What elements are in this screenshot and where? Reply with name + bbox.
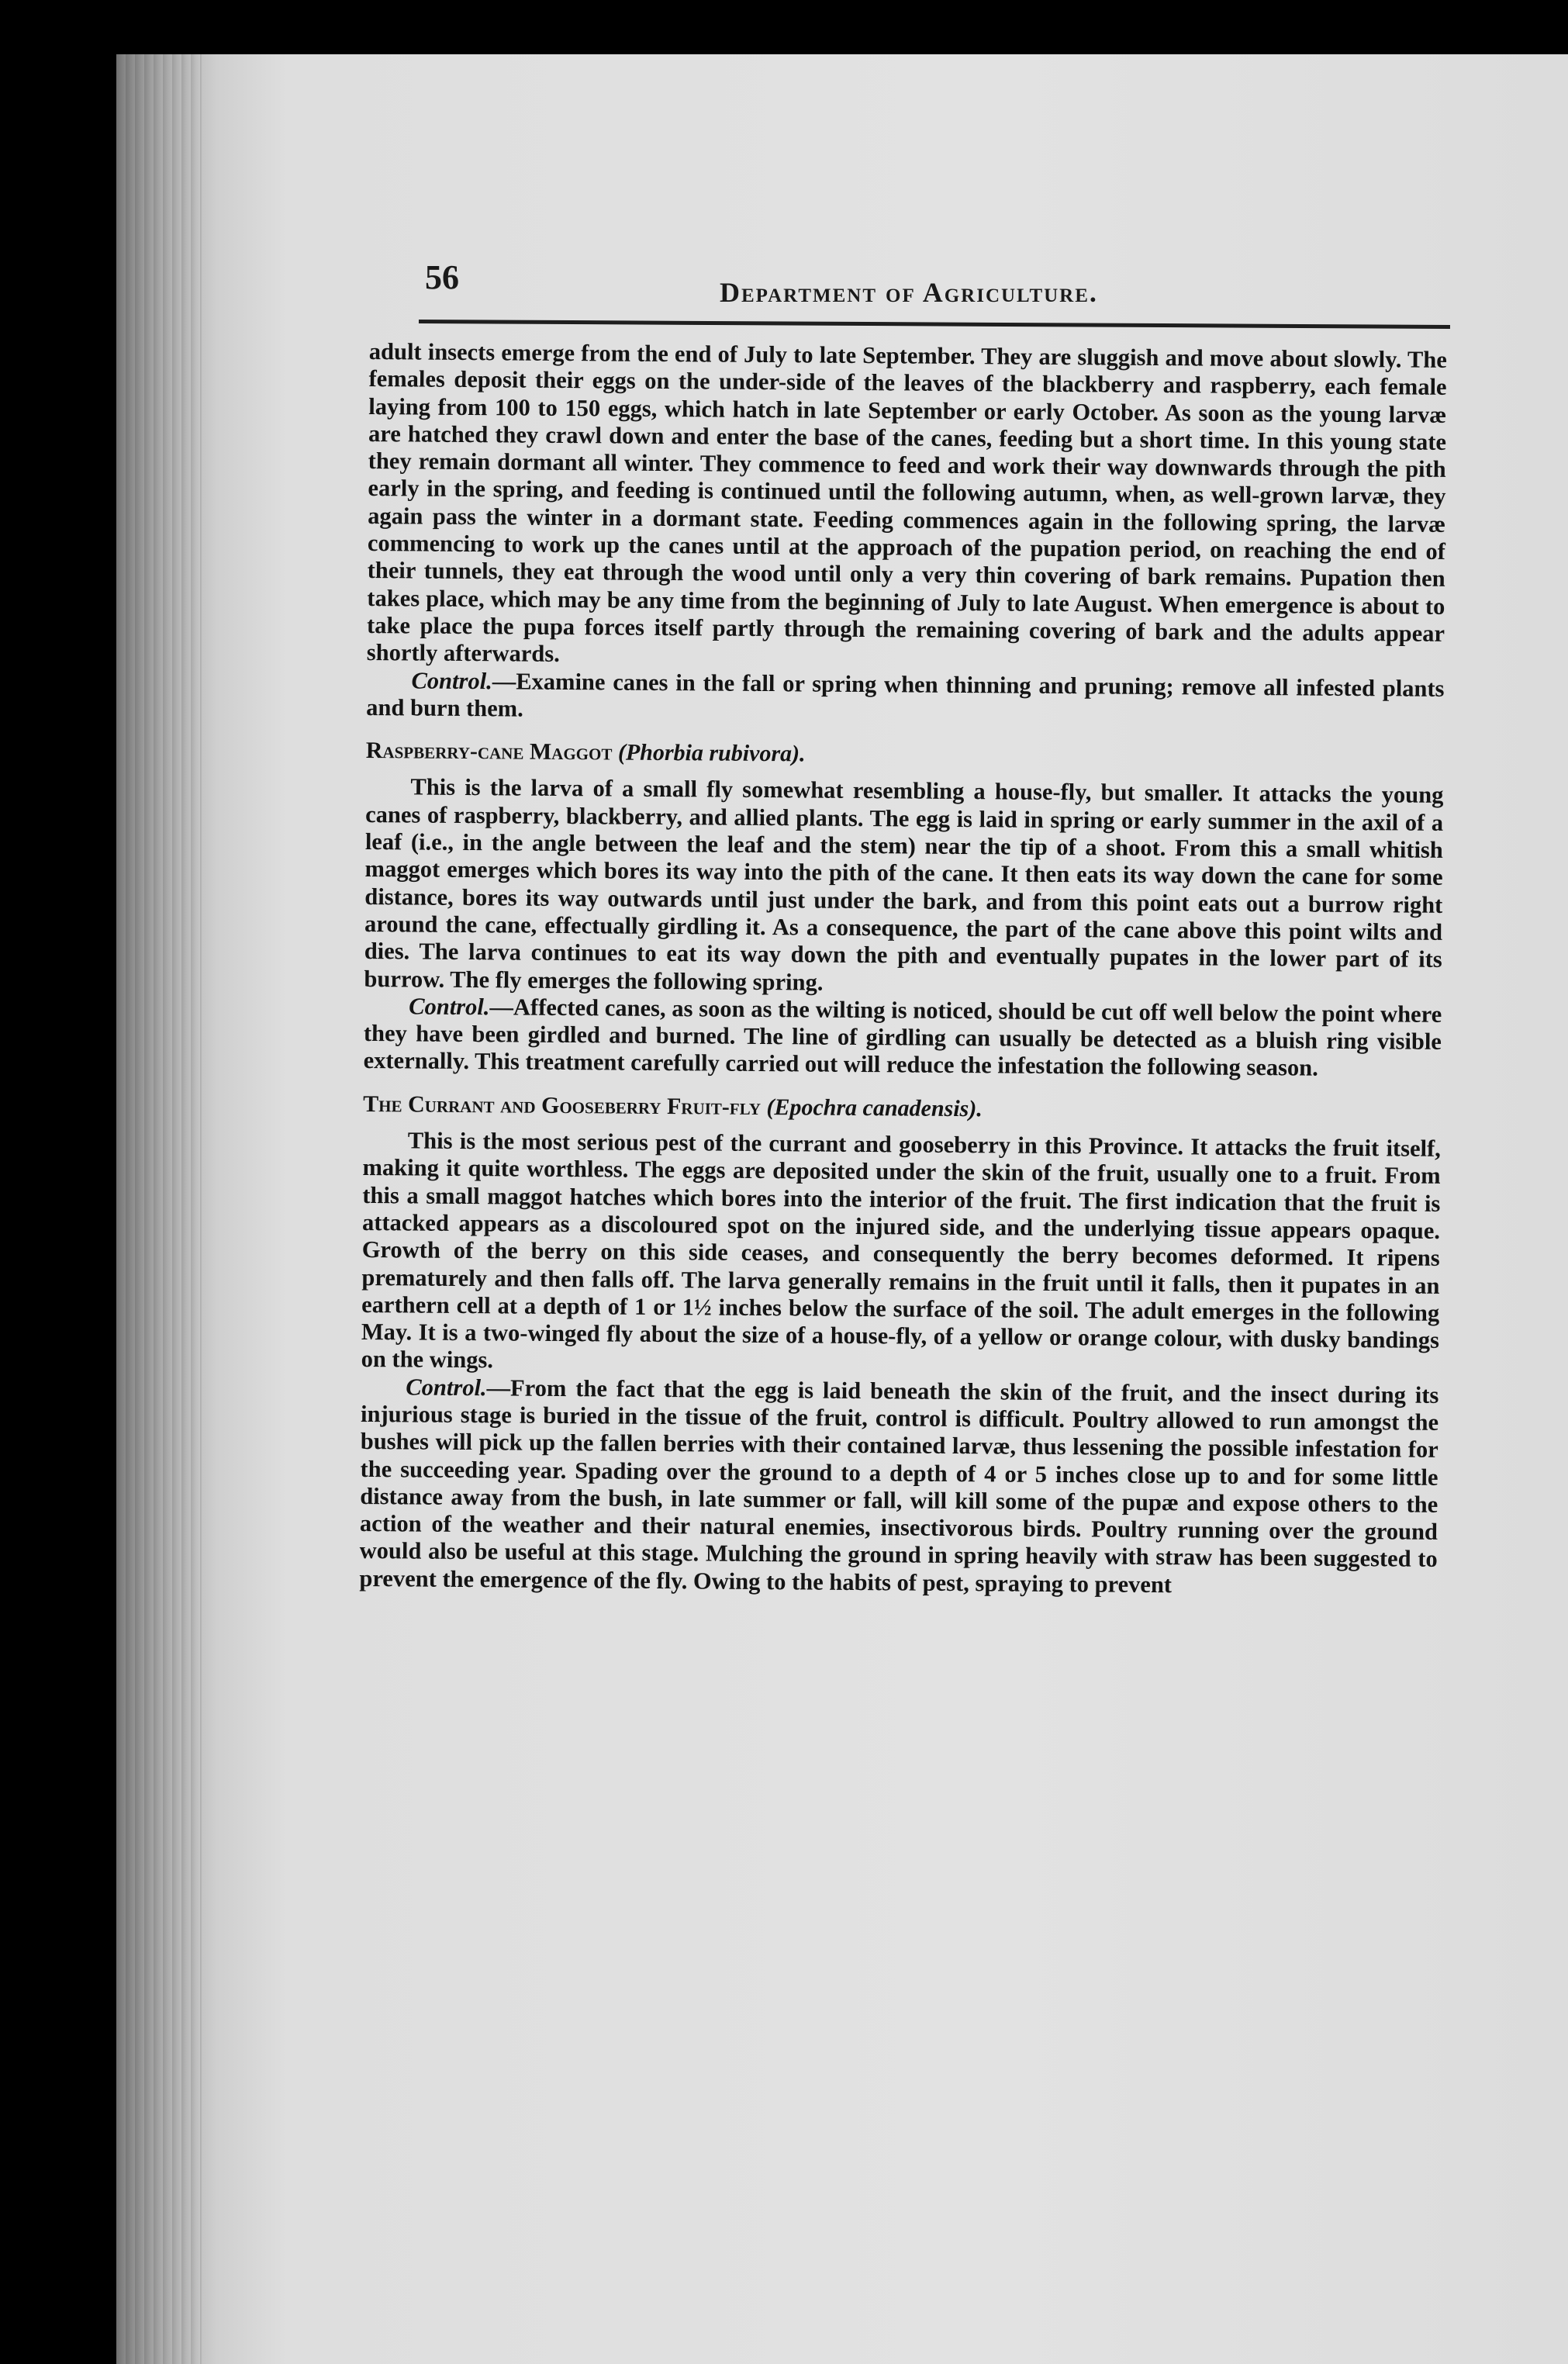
control-label: Control.	[411, 667, 492, 694]
paragraph-continuation: adult insects emerge from the end of July to late September. They are sluggish and move about slowly. The females deposit their eggs on the under-side of the leaves of the blackberry and raspberry, each female laying from 100 to 150 eggs, which hatch in late September or early October. As soon as the young larvæ are hatched they crawl down and enter the base of the canes, feeding but a short time. In this young state they remain dormant all winter. They commence to feed and work their way downwards through the pith early in the spring, and feeding is continued until the following autumn, when, as well-grown larvæ, they again pass the winter in a dormant state. Feeding commences again in the following spring, the larvæ commencing to work up the canes until at the approach of the pupation period, on reaching the end of their tunnels, they eat through the wood until only a very thin covering of bark remains. Pupation then takes place, which may be any time from the beginning of July to late August. When emergence is about to take place the pupa forces itself partly through the remaining covering of bark and the adults appear shortly afterwards.	[366, 338, 1447, 668]
section-heading-raspberry-cane-maggot	[366, 737, 1444, 772]
control-text: —Examine canes in the fall or spring when thinning and pruning; remove all infested plants and burn them.	[366, 667, 1445, 722]
running-title: Department of Agriculture.	[720, 277, 1098, 308]
page-number: 56	[425, 258, 459, 296]
page-body	[359, 338, 1447, 1601]
paragraph-control-3	[359, 1374, 1438, 1601]
paragraph-control-2	[364, 993, 1442, 1084]
control-text: —Affected canes, as soon as the wilting is noticed, should be cut off well below the point where they have been girdled and burned. The line of girdling can usually be detected as a bluish ring visible externally. This treatment carefully carried out will reduce the infestation the following season.	[363, 994, 1442, 1082]
paragraph-currant-fruit-fly: This is the most serious pest of the currant and gooseberry in this Province. It attacks the fruit itself, making it quite worthless. The eggs are deposited under the skin of the fruit, usually one to a fruit. From this a small maggot hatches which bores into the interior of the fruit. The first indication that the fruit is attacked appears as a discoloured spot on the injured side, and the underlying tissue appears opaque. Growth of the berry on this side ceases, and consequently the berry becomes deformed. It ripens prematurely and then falls off. The larva generally remains in the fruit until it falls, then it pupates in an earthern cell at a depth of 1 or 1½ inches below the surface of the soil. The adult emerges in the following May. It is a two-winged fly about the size of a house-fly, of a yellow or orange colour, with dusky bandings on the wings.	[361, 1127, 1441, 1374]
control-text: —From the fact that the egg is laid beneath the skin of the fruit, and the insect during its injurious stage is buried in the tissue of the fruit, control is difficult. Poultry allowed to run amongst the bushes will pick up the fallen berries with their contained larvæ, thus lessening the possible infestation for the succeeding year. Spading over the ground to a depth of 4 or 5 inches close up to and for some little distance away from the bush, in late summer or fall, will kill some of the pupæ and expose others to the action of the weather and their natural enemies, insectivorous birds. Poultry running over the ground would also be useful at this stage. Mulching the ground in spring heavily with straw has been suggested to prevent the emergence of the fly. Owing to the habits of pest, spraying to prevent	[359, 1374, 1439, 1598]
paragraph-raspberry-cane-maggot: This is the larva of a small fly somewhat resembling a house-fly, but smaller. It attacks the young canes of raspberry, blackberry, and allied plants. The egg is laid in spring or early summer in the axil of a leaf (i.e., in the angle between the leaf and the stem) near the tip of a shoot. From this a small whitish maggot emerges which bores its way into the pith of the cane. It then eats its way down the cane for some distance, bores its way outwards until just under the bark, and from this point eats out a burrow right around the cane, effectually girdling it. As a consequence, the part of the cane above this point wilts and dies. The larva continues to eat its way down the pith and eventually pupates in the lower part of its burrow. The fly emerges the following spring.	[364, 773, 1444, 996]
section-title: The Currant and Gooseberry Fruit-fly	[363, 1090, 762, 1120]
page-binding-shadow	[116, 54, 202, 2364]
paragraph-control-1	[366, 667, 1445, 731]
control-label: Control.	[406, 1374, 487, 1401]
control-label: Control.	[409, 993, 490, 1021]
scientific-name: (Epochra canadensis).	[766, 1094, 983, 1122]
section-title: Raspberry-cane Maggot	[365, 738, 613, 766]
scientific-name: (Phorbia rubivora).	[617, 739, 806, 767]
section-heading-currant-fruit-fly	[363, 1090, 1441, 1126]
page-header	[425, 257, 1449, 320]
